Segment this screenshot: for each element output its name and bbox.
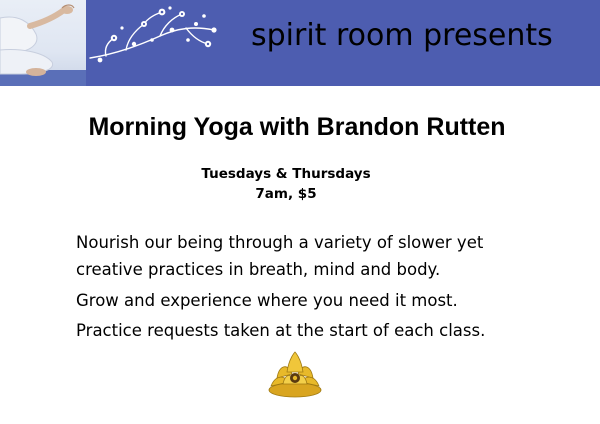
description-paragraph [76,229,576,283]
blossom-branch-icon [86,0,221,70]
description-line: Practice requests taken at the start of each class. [76,321,486,340]
description-line: Nourish our being through a variety of slower yet [76,233,484,252]
banner-title: spirit room presents [251,18,553,53]
schedule-time-price: 7am, $5 [255,186,317,202]
meditation-photo [0,0,86,86]
description-line: creative practices in breath, mind and body. [76,260,441,279]
schedule-days: Tuesdays & Thursdays [201,166,371,182]
lotus-icon [265,348,325,400]
page-title: Morning Yoga with Brandon Rutten [88,113,506,141]
schedule [0,164,572,204]
description-line: Grow and experience where you need it most. [76,291,458,310]
header-banner [0,0,600,86]
